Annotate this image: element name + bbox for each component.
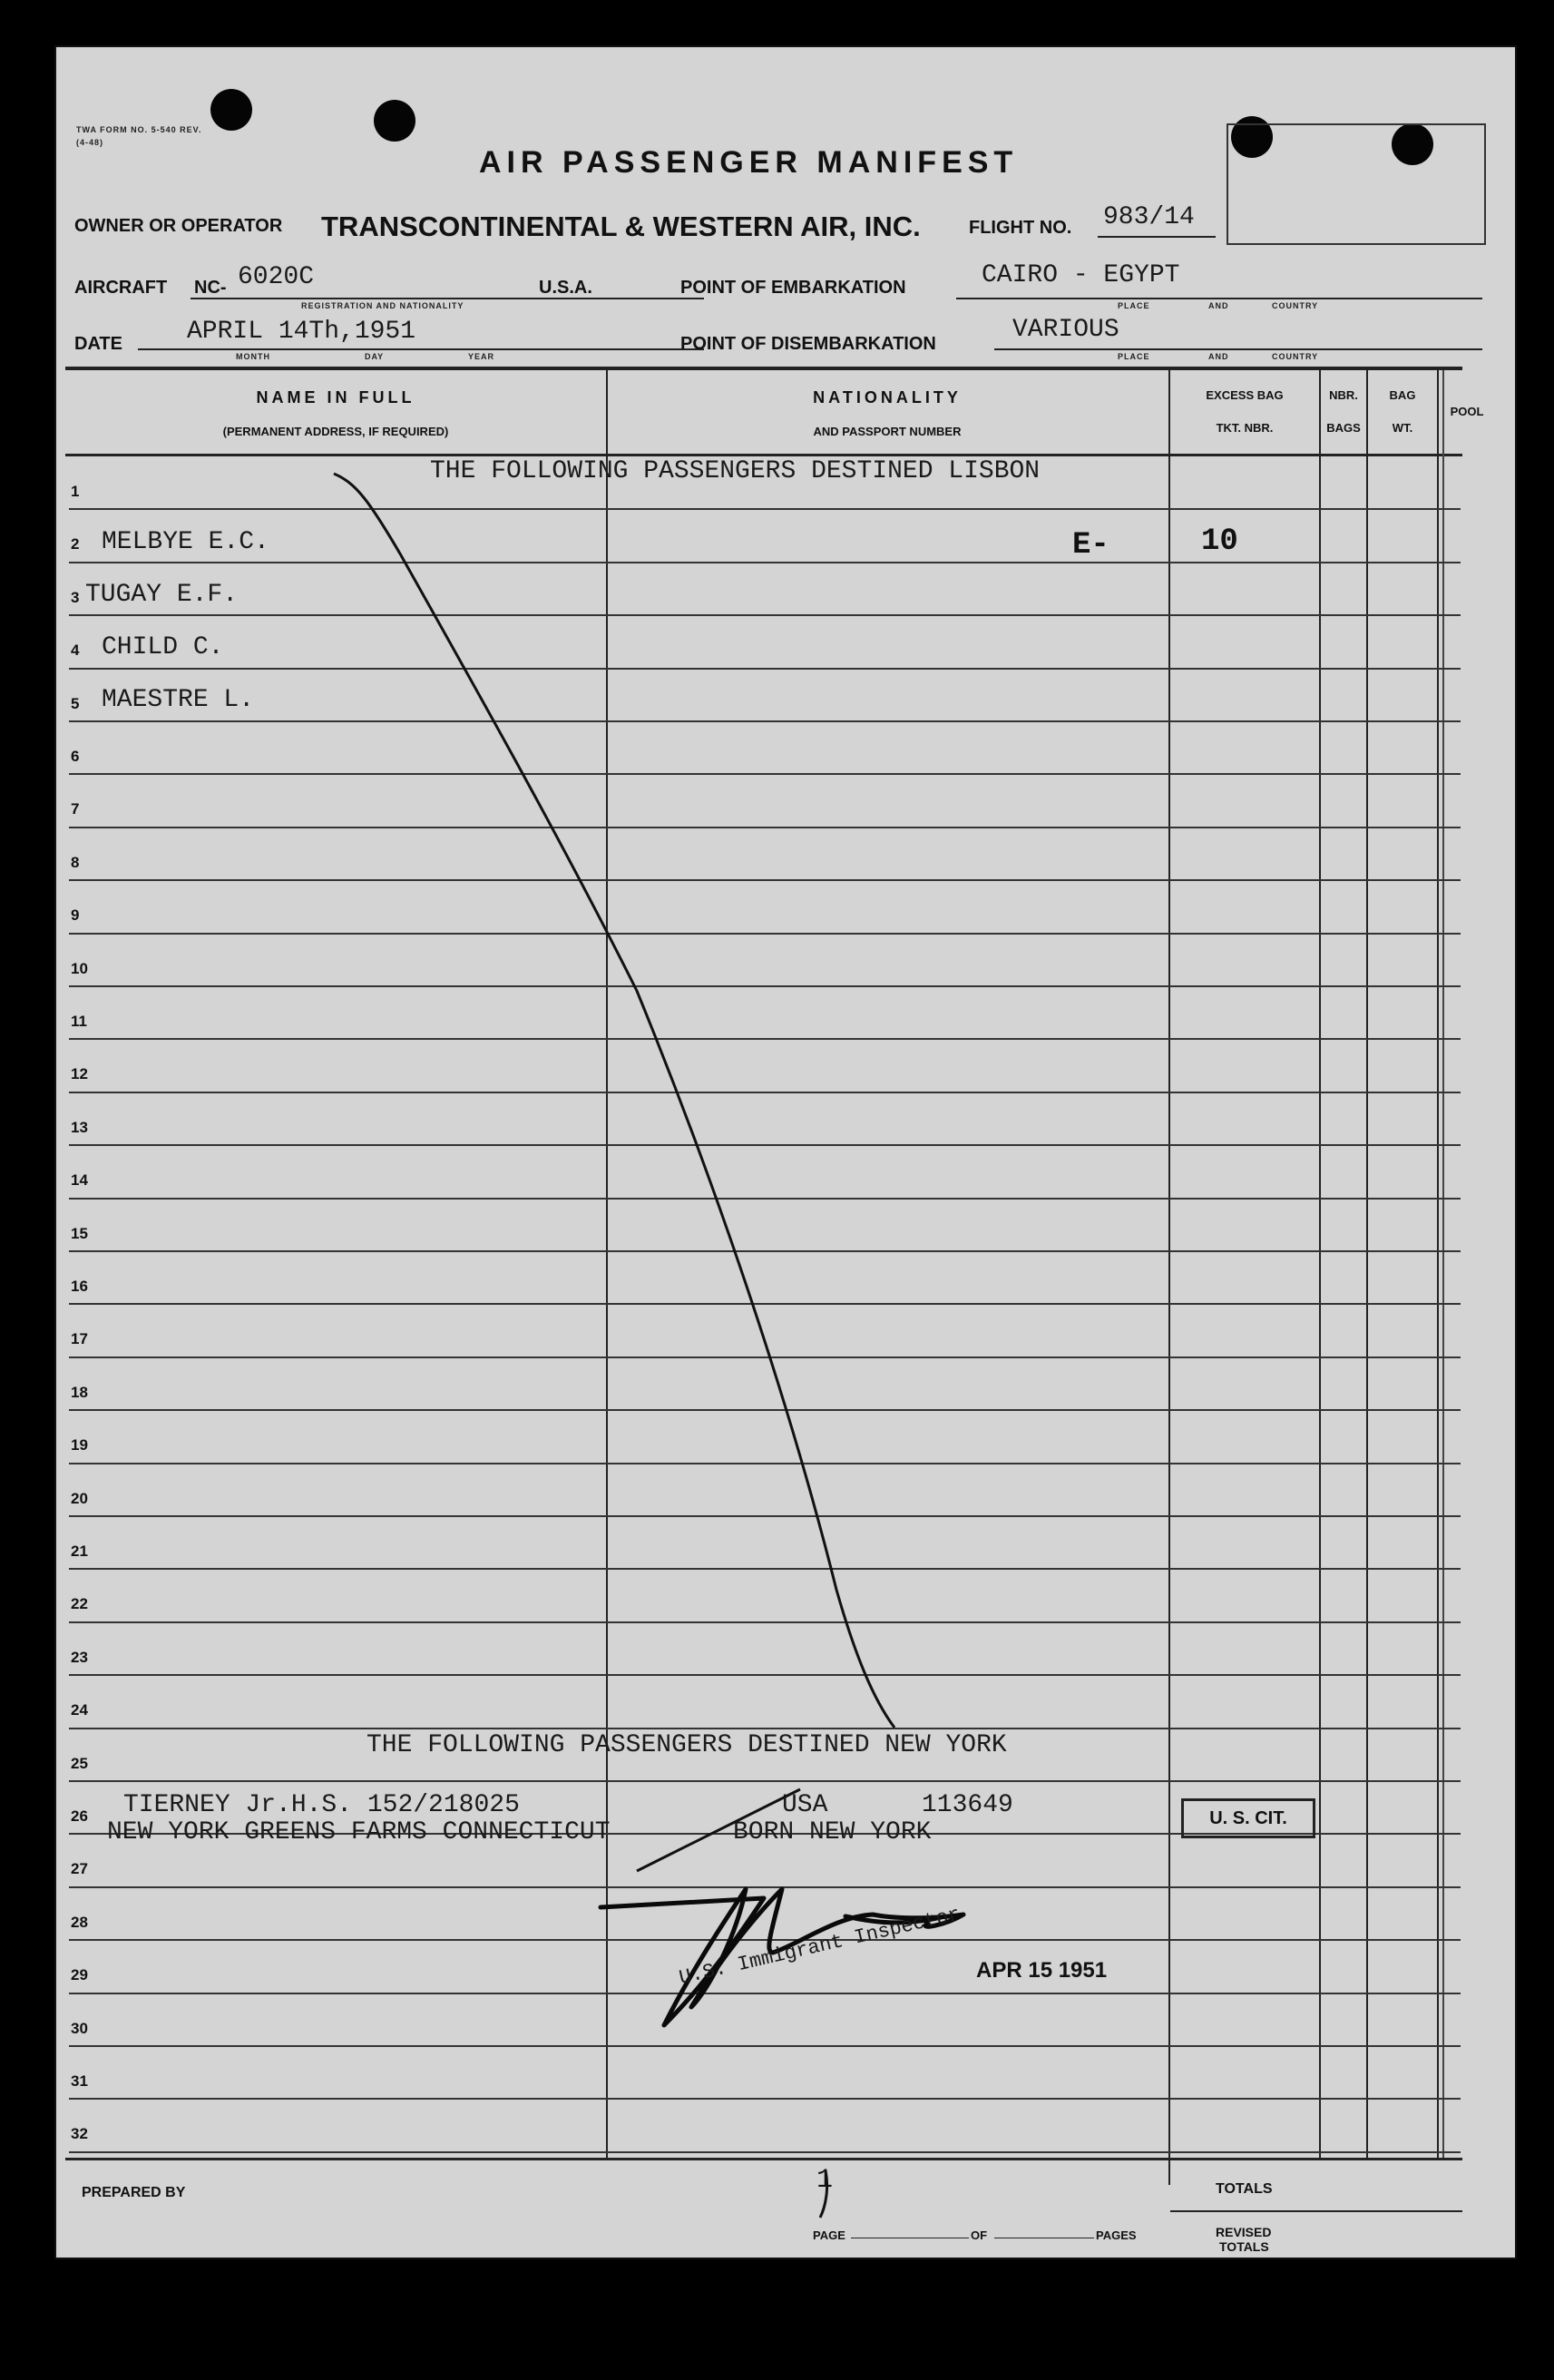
row-number: 22 (71, 1595, 88, 1613)
row-number: 28 (71, 1913, 88, 1931)
aircraft-label: AIRCRAFT (74, 278, 168, 298)
embarkation-value: CAIRO - EGYPT (982, 261, 1180, 289)
disembark-place-sub: PLACE (1118, 352, 1150, 361)
date-label: DATE (74, 334, 122, 354)
manifest-page (54, 45, 1517, 2259)
form-number: TWA FORM NO. 5-540 REV. (76, 125, 202, 134)
aircraft-registration: 6020C (238, 263, 315, 291)
row-number: 30 (71, 2019, 88, 2037)
passenger-tierney-nationality: USA (782, 1791, 828, 1819)
pages-label: PAGES (1096, 2228, 1137, 2242)
owner-name: TRANSCONTINENTAL & WESTERN AIR, INC. (321, 211, 921, 242)
row-number: 29 (71, 1966, 88, 1984)
row-number: 17 (71, 1330, 88, 1348)
name-column-title: NAME IN FULL (256, 388, 415, 406)
destination-bracket-line (334, 474, 894, 1728)
flight-number: 983/14 (1103, 203, 1195, 231)
row-number: 20 (71, 1489, 88, 1507)
revised-totals-line1: REVISED (1216, 2225, 1272, 2239)
passenger-child: CHILD C. (102, 633, 224, 661)
excess-bag-title: EXCESS BAG (1206, 388, 1284, 402)
strike-line (637, 1789, 800, 1871)
bag-weight-subtitle: WT. (1392, 421, 1413, 435)
flight-label: FLIGHT NO. (969, 218, 1072, 238)
name-column-subtitle: (PERMANENT ADDRESS, IF REQUIRED) (222, 425, 449, 438)
row-number: 11 (71, 1013, 87, 1030)
pool-column-title: POOL (1450, 405, 1484, 418)
row-number: 18 (71, 1383, 88, 1401)
row-number: 23 (71, 1648, 88, 1666)
month-sub: MONTH (236, 352, 270, 361)
row-number: 21 (71, 1543, 88, 1560)
row-number: 32 (71, 2125, 88, 2143)
embark-country-sub: COUNTRY (1272, 301, 1319, 310)
totals-label: TOTALS (1216, 2181, 1273, 2197)
row-number: 24 (71, 1701, 88, 1719)
row-number: 12 (71, 1065, 88, 1083)
date-value: APRIL 14Th,1951 (187, 318, 416, 346)
owner-label: OWNER OR OPERATOR (74, 216, 283, 236)
document-title: AIR PASSENGER MANIFEST (479, 145, 1019, 180)
disembark-country-sub: COUNTRY (1272, 352, 1319, 361)
embark-and-sub: AND (1208, 301, 1229, 310)
disembarkation-value: VARIOUS (1012, 316, 1119, 344)
disembarkation-label: POINT OF DISEMBARKATION (680, 334, 936, 354)
totals-rule (1170, 2210, 1462, 2212)
row-number: 7 (71, 800, 80, 818)
lisbon-heading: THE FOLLOWING PASSENGERS DESTINED LISBON (430, 457, 1041, 485)
page-number-value: 1 (816, 2165, 834, 2196)
nbr-bags-subtitle: BAGS (1326, 421, 1361, 435)
passenger-maestre: MAESTRE L. (102, 686, 255, 714)
nbr-bags-title: NBR. (1329, 388, 1358, 402)
passenger-melbye: MELBYE E.C. (102, 528, 269, 556)
form-date: (4-48) (76, 138, 104, 147)
aircraft-prefix: NC- (194, 278, 227, 298)
us-citizen-stamp-text: U. S. CIT. (1209, 1808, 1287, 1828)
row-number: 19 (71, 1436, 88, 1454)
row-number: 3 (71, 588, 80, 606)
year-sub: YEAR (468, 352, 495, 361)
row-number: 4 (71, 642, 80, 660)
row-number: 1 (71, 483, 80, 500)
new-york-heading: THE FOLLOWING PASSENGERS DESTINED NEW YORK (367, 1731, 1007, 1759)
row-number: 13 (71, 1118, 88, 1136)
bag-weight-title: BAG (1389, 388, 1416, 402)
row-number: 9 (71, 906, 80, 925)
row-number: 8 (71, 853, 80, 871)
row-number: 27 (71, 1860, 88, 1878)
handwriting-layer (56, 47, 1517, 2259)
of-label: OF (971, 2228, 988, 2242)
passenger-tierney-birthplace: BORN NEW YORK (733, 1818, 932, 1846)
row-number: 25 (71, 1754, 88, 1772)
row-number: 16 (71, 1278, 88, 1295)
revised-totals-line2: TOTALS (1219, 2239, 1269, 2254)
footer-top-rule (65, 2158, 1462, 2160)
day-sub: DAY (365, 352, 385, 361)
embarkation-label: POINT OF EMBARKATION (680, 278, 906, 298)
row-number: 31 (71, 2072, 88, 2090)
row-number: 2 (71, 535, 80, 553)
aircraft-sub-label: REGISTRATION AND NATIONALITY (301, 301, 464, 310)
passenger-tierney-name: TIERNEY Jr.H.S. 152/218025 (123, 1791, 520, 1819)
row-number: 14 (71, 1171, 88, 1190)
row-number: 5 (71, 694, 80, 712)
nationality-column-title: NATIONALITY (813, 388, 962, 406)
aircraft-country: U.S.A. (539, 278, 592, 298)
row2-mark: E- (1072, 528, 1109, 563)
inspection-date-stamp: APR 15 1951 (976, 1958, 1108, 1983)
passenger-tierney-address: NEW YORK GREENS FARMS CONNECTICUT (107, 1818, 611, 1846)
embark-place-sub: PLACE (1118, 301, 1150, 310)
page-label: PAGE (813, 2228, 845, 2242)
passenger-tierney-passport: 113649 (922, 1791, 1013, 1819)
row-number: 10 (71, 959, 88, 977)
row2-excess-value: 10 (1201, 524, 1238, 559)
row-number: 26 (71, 1807, 88, 1825)
prepared-by-label: PREPARED BY (82, 2185, 186, 2200)
row-number: 15 (71, 1224, 88, 1242)
disembark-and-sub: AND (1208, 352, 1229, 361)
passenger-tugay: TUGAY E.F. (85, 581, 239, 609)
nationality-column-subtitle: AND PASSPORT NUMBER (813, 425, 962, 438)
inspector-stamp-text: U.S. Immigrant Inspector (677, 1903, 963, 1990)
row-number: 6 (71, 748, 80, 765)
excess-bag-subtitle: TKT. NBR. (1216, 421, 1274, 435)
